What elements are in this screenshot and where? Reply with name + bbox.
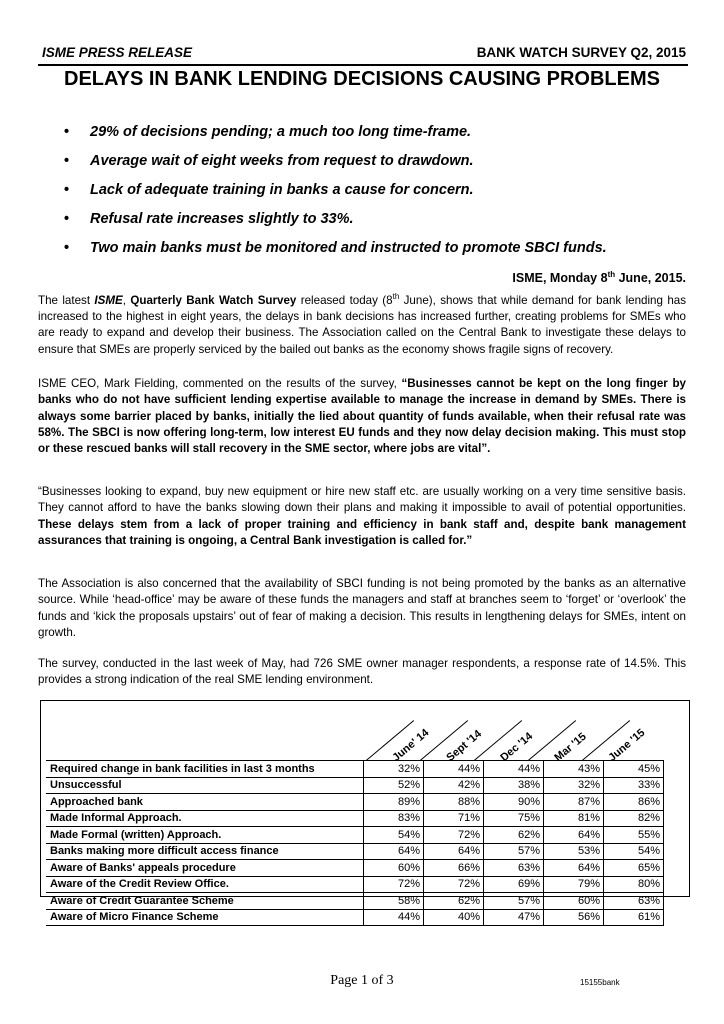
table-cell: 60% xyxy=(544,893,604,910)
table-cell: 82% xyxy=(604,810,664,827)
table-spacer xyxy=(664,893,719,910)
p3-text-b: These delays stem from a lack of proper training and efficiency in bank staff and, despite bank management assurances that training is ongoing, a Central Bank investigation is called for.” xyxy=(38,517,686,547)
table-cell: 71% xyxy=(424,810,484,827)
table-spacer xyxy=(664,843,719,860)
table-spacer xyxy=(664,777,719,794)
bullet-icon: • xyxy=(64,153,70,169)
table-cell: 64% xyxy=(364,843,424,860)
paragraph-sbci: The Association is also concerned that the availability of SBCI funding is not being promoted by the banks as an alternative source. While ‘head-office’ may be aware of these funds the managers and staff at branches seem to ‘forget’ or ‘overlook’ the funds and ‘kick the proposals upstairs’ out of fear of making a decision. This results in lengthening delays for SMEs, intent on growth. xyxy=(38,577,686,639)
table-cell: 54% xyxy=(364,827,424,844)
table-cell: 52% xyxy=(364,777,424,794)
table-cell: 88% xyxy=(424,794,484,811)
column-header: Mar '15 xyxy=(552,730,589,764)
dateline xyxy=(512,270,686,285)
list-item xyxy=(60,182,700,211)
document-code: 15155bank xyxy=(580,978,620,987)
p3-text-a: “Businesses looking to expand, buy new equipment or hire new staff etc. are usually working on a very time sensitive basis. They cannot afford to have the banks slowing down their plans and making it impossible to avail of potential opportunities. xyxy=(38,485,686,515)
table-row xyxy=(46,860,718,877)
table-cell: 87% xyxy=(544,794,604,811)
table-cell: 32% xyxy=(364,761,424,778)
row-label: Banks making more difficult access finance xyxy=(46,843,364,860)
table-cell: 38% xyxy=(484,777,544,794)
table-cell: 64% xyxy=(544,827,604,844)
table-cell: 66% xyxy=(424,860,484,877)
table-cell: 57% xyxy=(484,843,544,860)
p1-survey-name: Quarterly Bank Watch Survey xyxy=(130,293,297,307)
row-label: Aware of Banks' appeals procedure xyxy=(46,860,364,877)
table-spacer xyxy=(664,794,719,811)
row-label: Required change in bank facilities in last 3 months xyxy=(46,761,364,778)
table-spacer xyxy=(664,761,719,778)
table-row xyxy=(46,876,718,893)
table-cell: 44% xyxy=(424,761,484,778)
table-cell: 53% xyxy=(544,843,604,860)
bullet-icon: • xyxy=(64,124,70,140)
row-label: Aware of Credit Guarantee Scheme xyxy=(46,893,364,910)
table-cell: 62% xyxy=(484,827,544,844)
table-spacer xyxy=(664,810,719,827)
table-cell: 40% xyxy=(424,909,484,926)
paragraph-intro xyxy=(38,289,686,358)
row-label: Unsuccessful xyxy=(46,777,364,794)
p1-text-c: , xyxy=(122,293,131,307)
table-row xyxy=(46,777,718,794)
paragraph-quote xyxy=(38,484,686,549)
p2-quote: “Businesses cannot be kept on the long finger by banks who do not have sufficient lending expertise available to manage the increase in demand by SMEs. There is always some barrier placed by banks, initially the lied about quantity of funds available, when their refusal rate was 58%. The SBCI is now offering long-term, low interest EU funds and they now delay decision making. This must stop or these rescued banks will stall recovery in the SME sector, where jobs are vital”. xyxy=(38,377,686,456)
table-cell: 81% xyxy=(544,810,604,827)
table-cell: 72% xyxy=(364,876,424,893)
header-left-label: ISME PRESS RELEASE xyxy=(42,45,193,60)
table-cell: 32% xyxy=(544,777,604,794)
header-bar xyxy=(38,42,688,66)
table-cell: 90% xyxy=(484,794,544,811)
p1-text-f: June), shows that while demand for bank lending has increased to the highest in eight years, the delays in bank decisions has increased further, creating problems for SMEs who are ready to expand and develop their business. The Association called on the Central Bank to investigate these delays to ensure that SMEs are properly serviced by the bailed out banks as the economy shows fragile signs of recovery. xyxy=(38,293,687,356)
table-cell: 64% xyxy=(544,860,604,877)
bullet-icon: • xyxy=(64,211,70,227)
table-cell: 79% xyxy=(544,876,604,893)
header-right-label: BANK WATCH SURVEY Q2, 2015 xyxy=(476,45,686,60)
table-cell: 58% xyxy=(364,893,424,910)
row-label: Made Formal (written) Approach. xyxy=(46,827,364,844)
table-row xyxy=(46,893,718,910)
table-cell: 72% xyxy=(424,876,484,893)
bullet-text: Lack of adequate training in banks a cause for concern. xyxy=(90,182,474,198)
table-cell: 64% xyxy=(424,843,484,860)
table-cell: 44% xyxy=(364,909,424,926)
table-cell: 83% xyxy=(364,810,424,827)
table-row xyxy=(46,843,718,860)
dateline-suffix: June, 2015. xyxy=(615,271,686,286)
bullet-text: Refusal rate increases slightly to 33%. xyxy=(90,211,354,227)
table-spacer xyxy=(664,909,719,926)
bullet-text: Two main banks must be monitored and instructed to promote SBCI funds. xyxy=(90,240,607,256)
table-cell: 61% xyxy=(604,909,664,926)
table-cell: 63% xyxy=(604,893,664,910)
p1-text-e: released today (8 xyxy=(296,293,393,307)
bullet-icon: • xyxy=(64,240,70,256)
table-cell: 57% xyxy=(484,893,544,910)
paragraph-ceo-comment xyxy=(38,376,686,457)
p2-text-a: ISME CEO, Mark Fielding, commented on the results of the survey, xyxy=(38,377,402,390)
table-cell: 75% xyxy=(484,810,544,827)
table-row xyxy=(46,810,718,827)
table-cell: 54% xyxy=(604,843,664,860)
column-header: June' 14 xyxy=(390,726,432,764)
table-cell: 89% xyxy=(364,794,424,811)
dateline-prefix: ISME, Monday 8 xyxy=(512,271,608,286)
table-row xyxy=(46,794,718,811)
p1-sup: th xyxy=(392,292,400,301)
table-cell: 69% xyxy=(484,876,544,893)
row-label: Approached bank xyxy=(46,794,364,811)
p1-text-a: The latest xyxy=(38,293,95,307)
table-row xyxy=(46,909,718,926)
table-cell: 63% xyxy=(484,860,544,877)
p1-isme: ISME xyxy=(94,293,123,307)
table-row xyxy=(46,827,718,844)
table-cell: 33% xyxy=(604,777,664,794)
page-title: DELAYS IN BANK LENDING DECISIONS CAUSING PROBLEMS xyxy=(64,68,660,90)
column-header: June '15 xyxy=(606,726,648,764)
table-spacer xyxy=(664,827,719,844)
paragraph-survey: The survey, conducted in the last week of May, had 726 SME owner manager respondents, a response rate of 14.5%. This provides a strong indication of the real SME lending environment. xyxy=(38,657,686,687)
row-label: Made Informal Approach. xyxy=(46,810,364,827)
table-cell: 60% xyxy=(364,860,424,877)
table-cell: 62% xyxy=(424,893,484,910)
bullet-text: 29% of decisions pending; a much too long time-frame. xyxy=(90,124,472,140)
column-header: Sept '14 xyxy=(444,727,484,764)
table-cell: 80% xyxy=(604,876,664,893)
table-cell: 47% xyxy=(484,909,544,926)
row-label: Aware of Micro Finance Scheme xyxy=(46,909,364,926)
table-cell: 86% xyxy=(604,794,664,811)
table-cell: 56% xyxy=(544,909,604,926)
survey-table xyxy=(46,760,718,926)
key-points-list xyxy=(60,124,700,269)
dateline-sup: th xyxy=(607,270,616,279)
column-header: Dec '14 xyxy=(498,730,536,764)
table-cell: 42% xyxy=(424,777,484,794)
table-cell: 44% xyxy=(484,761,544,778)
table-row xyxy=(46,761,718,778)
table-spacer xyxy=(664,860,719,877)
table-cell: 65% xyxy=(604,860,664,877)
list-item xyxy=(60,240,700,269)
table-cell: 72% xyxy=(424,827,484,844)
table-spacer xyxy=(664,876,719,893)
row-label: Aware of the Credit Review Office. xyxy=(46,876,364,893)
page-number: Page 1 of 3 xyxy=(330,973,394,988)
list-item xyxy=(60,153,700,182)
table-cell: 45% xyxy=(604,761,664,778)
table-cell: 55% xyxy=(604,827,664,844)
list-item xyxy=(60,211,700,240)
list-item xyxy=(60,124,700,153)
table-cell: 43% xyxy=(544,761,604,778)
bullet-text: Average wait of eight weeks from request to drawdown. xyxy=(90,153,474,169)
bullet-icon: • xyxy=(64,182,70,198)
